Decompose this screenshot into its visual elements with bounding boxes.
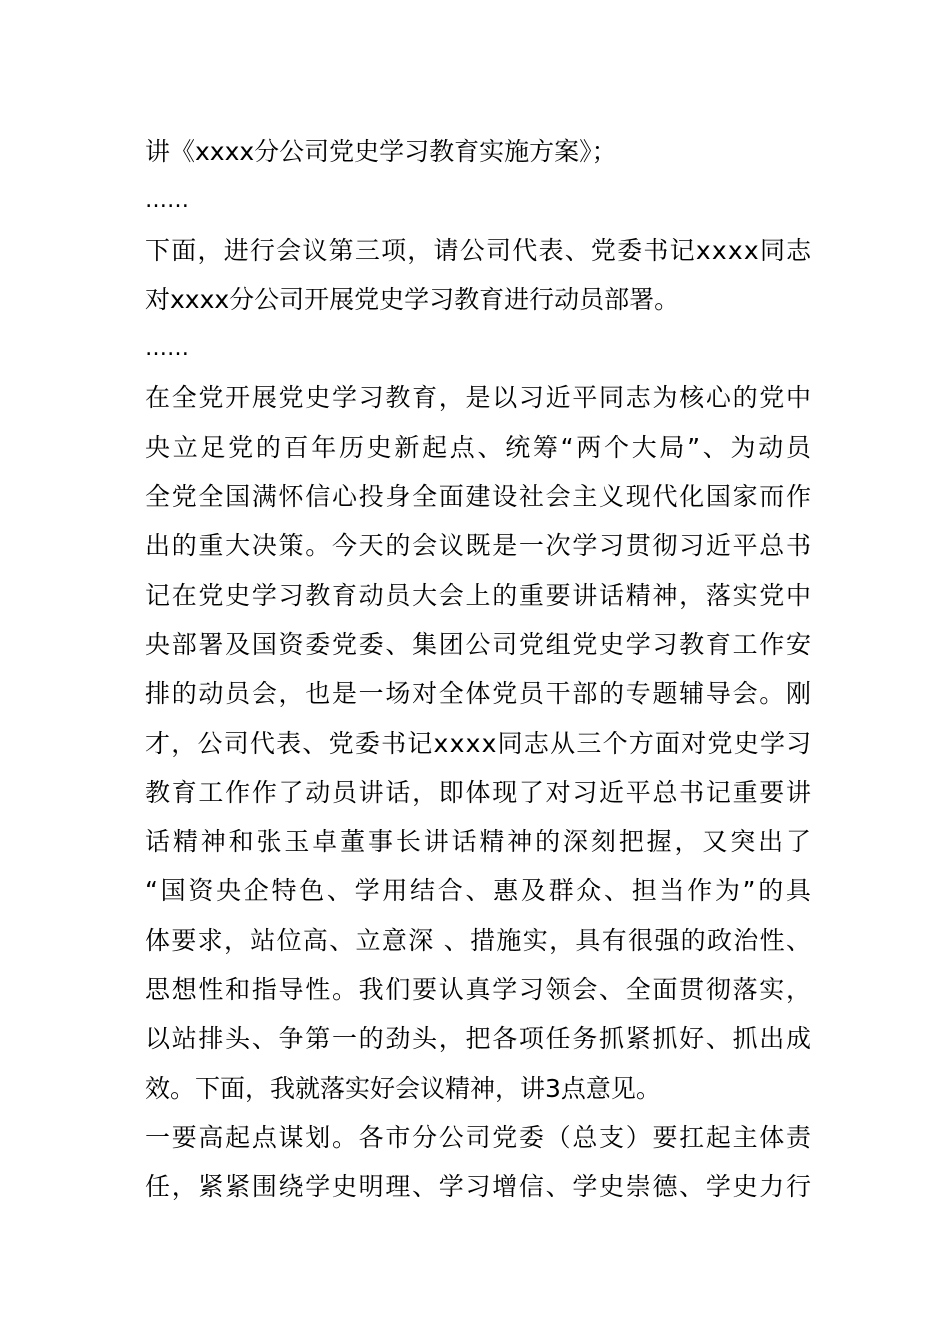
text-line: 讲《xxxx分公司党史学习教育实施方案》； [145, 137, 617, 166]
text-line: 记在党史学习教育动员大会上的重要讲话精神，落实党中 [145, 580, 813, 610]
text-line: 下面，进行会议第三项，请公司代表、党委书记xxxx同志 [145, 235, 813, 265]
text-line: 体要求，站位高、立意深 、措施实，具有很强的政治性、 [145, 925, 813, 955]
text-line: 才，公司代表、党委书记xxxx同志从三个方面对党史学习 [145, 728, 813, 758]
text-line: 在全党开展党史学习教育，是以习近平同志为核心的党中 [145, 383, 813, 413]
text-line: 任，紧紧围绕学史明理、学习增信、学史崇德、学史力行 [145, 1172, 813, 1202]
text-line: “国资央企特色、学用结合、惠及群众、担当作为”的具 [145, 876, 814, 906]
text-line: 思想性和指导性。我们要认真学习领会、全面贯彻落实， [145, 975, 813, 1005]
ellipsis-line: …… [145, 188, 189, 214]
text-line: 排的动员会，也是一场对全体党员干部的专题辅导会。刚 [145, 679, 813, 709]
text-line: 央立足党的百年历史新起点、统筹“两个大局”、为动员 [145, 432, 814, 462]
text-line: 央部署及国资委党委、集团公司党组党史学习教育工作安 [145, 629, 813, 659]
text-line: 教育工作作了动员讲话，即体现了对习近平总书记重要讲 [145, 777, 813, 807]
text-line: 全党全国满怀信心投身全面建设社会主义现代化国家而作 [145, 482, 813, 512]
text-line: 话精神和张玉卓董事长讲话精神的深刻把握，又突出了 [145, 827, 814, 857]
text-line: 以站排头、争第一的劲头，把各项任务抓紧抓好、抓出成 [145, 1024, 813, 1054]
text-line: 效。下面，我就落实好会议精神，讲3点意见。 [145, 1073, 661, 1103]
text-line: 一要高起点谋划。各市分公司党委（总支）要扛起主体责 [145, 1122, 813, 1152]
ellipsis-line: …… [145, 336, 189, 362]
document-body [145, 127, 814, 1212]
text-line: 对xxxx分公司开展党史学习教育进行动员部署。 [145, 284, 680, 314]
text-line: 出的重大决策。今天的会议既是一次学习贯彻习近平总书 [145, 531, 813, 561]
